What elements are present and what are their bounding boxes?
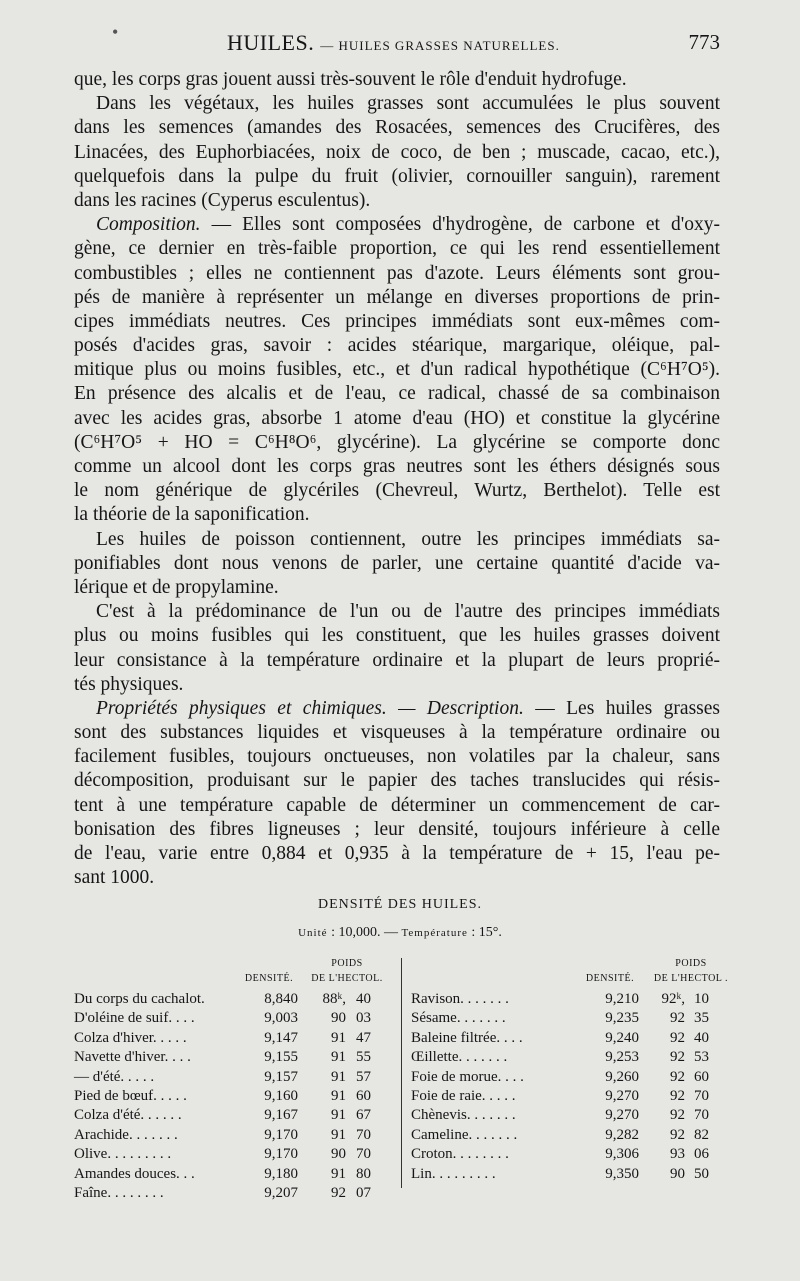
text-line xyxy=(74,358,720,382)
oil-name: Amandes douces. . . xyxy=(74,1165,195,1182)
text-line xyxy=(74,673,720,697)
line-text: gène, ce dernier en très-faible proportion, ce qui les rend essentiellement xyxy=(74,238,720,260)
col-weight-line1: POIDS xyxy=(331,958,363,969)
density-value: 9,306 xyxy=(605,1146,639,1163)
oil-name: — d'été. . . . . xyxy=(74,1068,155,1085)
density-value: 9,210 xyxy=(605,991,639,1007)
line-text: quelquefois dans la pulpe du fruit (olivier, cornouiller sanguin), rarement xyxy=(74,165,720,187)
weight-kg: 90 xyxy=(670,1165,685,1182)
text-line xyxy=(74,721,720,745)
page-number: 773 xyxy=(688,30,720,54)
line-text: de l'eau, varie entre 0,884 et 0,935 à la température de + 15, l'eau pe- xyxy=(74,843,720,864)
line-text: mitique plus ou moins fusibles, etc., et d'un radical hypothétique (C⁶H⁷O⁵). xyxy=(74,359,720,381)
table-header-right xyxy=(411,958,729,990)
table-row xyxy=(411,1087,726,1106)
density-table-right xyxy=(411,958,729,1184)
oil-name: Lin. . . . . . . . . xyxy=(411,1165,496,1182)
paragraph-lead: Composition. xyxy=(96,214,201,236)
table-row xyxy=(411,1145,726,1164)
text-line xyxy=(74,479,720,503)
text-line xyxy=(74,552,720,576)
line-text: Linacées, des Euphorbiacées, noix de coco, de ben ; muscade, cacao, etc.), xyxy=(74,141,720,163)
line-text: sant 1000. xyxy=(74,867,155,889)
weight-fraction: 03 xyxy=(356,1010,371,1027)
text-line xyxy=(74,624,720,648)
text-line xyxy=(74,842,720,866)
text-line xyxy=(74,310,720,334)
density-value: 9,253 xyxy=(605,1049,639,1066)
weight-fraction: 47 xyxy=(356,1029,371,1046)
text-line xyxy=(74,165,720,189)
weight-kg: 91 xyxy=(331,1068,346,1085)
text-line xyxy=(74,407,720,431)
density-value: 9,180 xyxy=(264,1165,298,1182)
weight-fraction: 55 xyxy=(356,1049,371,1066)
weight-kg: 88ᵏ, xyxy=(322,991,346,1007)
table-divider xyxy=(401,958,402,1188)
density-value: 9,155 xyxy=(264,1049,298,1066)
text-line xyxy=(74,262,720,286)
line-text: leur consistance à la température ordinaire et la plupart de leurs proprié- xyxy=(74,649,720,671)
text-line xyxy=(74,503,720,527)
text-line xyxy=(74,141,720,165)
line-text: bonisation des fibres ligneuses ; leur densité, toujours inférieure à celle xyxy=(74,818,720,840)
text-line xyxy=(74,649,720,673)
density-table-left xyxy=(74,958,398,1203)
ink-dot: • xyxy=(112,22,119,42)
line-text: cipes immédiats neutres. Ces principes immédiats sont eux-mêmes com- xyxy=(74,310,720,332)
text-line xyxy=(74,576,720,600)
line-text: ponifiables dont nous venons de parler, une certaine quantité d'acide va- xyxy=(74,552,720,574)
weight-kg: 92 xyxy=(670,1029,685,1046)
table-row xyxy=(411,1106,726,1125)
table-row xyxy=(74,1145,398,1164)
density-value: 8,840 xyxy=(264,991,298,1007)
density-value: 9,282 xyxy=(605,1126,639,1143)
body-text xyxy=(74,68,720,890)
line-text: que, les corps gras jouent aussi très-souvent le rôle d'enduit hydrofuge. xyxy=(74,69,627,90)
line-text: pés de manière à représenter un mélange en diverses proportions de prin- xyxy=(74,286,720,308)
text-line xyxy=(74,286,720,310)
line-text: — Les huiles grasses xyxy=(523,697,720,719)
unit-value: : 10,000. — xyxy=(331,925,398,940)
oil-name: Olive. . . . . . . . . xyxy=(74,1146,172,1163)
oil-name: D'oléine de suif. . . . xyxy=(74,1010,195,1027)
weight-kg: 91 xyxy=(331,1087,346,1104)
oil-name: Cameline. . . . . . . xyxy=(411,1126,518,1143)
density-value: 9,170 xyxy=(264,1126,298,1143)
weight-kg: 90 xyxy=(331,1010,346,1027)
weight-fraction: 10 xyxy=(694,991,709,1007)
line-text: En présence des alcalis et de l'eau, ce radical, chassé de sa combinaison xyxy=(74,383,720,405)
table-row xyxy=(411,1068,726,1087)
weight-kg: 92ᵏ, xyxy=(661,991,685,1007)
table-row xyxy=(74,1165,398,1184)
text-line xyxy=(74,697,720,721)
line-text: facilement fusibles, toujours onctueuses, non volatiles par la chaleur, sans xyxy=(74,746,720,768)
table-row xyxy=(411,1048,726,1067)
weight-fraction: 60 xyxy=(356,1087,371,1104)
weight-kg: 90 xyxy=(331,1146,346,1163)
line-text: combustibles ; elles ne contiennent pas d'azote. Leurs éléments sont grou- xyxy=(74,262,720,284)
text-line xyxy=(74,818,720,842)
weight-fraction: 70 xyxy=(356,1146,371,1163)
oil-name: Chènevis. . . . . . . xyxy=(411,1107,516,1124)
oil-name: Pied de bœuf. . . . . xyxy=(74,1087,187,1104)
density-value: 9,350 xyxy=(605,1165,639,1182)
weight-fraction: 06 xyxy=(694,1146,709,1163)
weight-fraction: 70 xyxy=(356,1126,371,1143)
text-line xyxy=(74,745,720,769)
text-line xyxy=(74,769,720,793)
oil-name: Ravison. . . . . . . xyxy=(411,991,509,1007)
table-title: DENSITÉ DES HUILES. xyxy=(317,897,483,912)
table-row xyxy=(74,1068,398,1087)
density-value: 9,147 xyxy=(264,1029,298,1046)
table-row xyxy=(74,1087,398,1106)
weight-fraction: 40 xyxy=(356,991,371,1007)
oil-name: Navette d'hiver. . . . xyxy=(74,1049,191,1066)
running-title xyxy=(227,30,560,56)
weight-kg: 92 xyxy=(670,1068,685,1085)
weight-kg: 92 xyxy=(670,1126,685,1143)
density-value: 9,003 xyxy=(264,1010,298,1027)
density-value: 9,240 xyxy=(605,1029,639,1046)
text-line xyxy=(74,528,720,552)
weight-kg: 92 xyxy=(670,1049,685,1066)
text-line xyxy=(74,334,720,358)
temperature-value: : 15°. xyxy=(471,925,502,940)
text-line xyxy=(74,68,720,92)
table-row xyxy=(74,990,398,1009)
table-subtitle xyxy=(0,925,800,941)
table-row xyxy=(74,1029,398,1048)
oil-name: Croton. . . . . . . . xyxy=(411,1146,509,1163)
text-line xyxy=(74,455,720,479)
line-text: C'est à la prédominance de l'un ou de l'autre des principes immédiats xyxy=(96,601,720,623)
line-text: Dans les végétaux, les huiles grasses sont accumulées le plus souvent xyxy=(96,93,720,115)
density-value: 9,270 xyxy=(605,1087,639,1104)
oil-name: Foie de raie. . . . . xyxy=(411,1087,516,1104)
oil-name: Faîne. . . . . . . . xyxy=(74,1184,164,1201)
table-row xyxy=(411,1029,726,1048)
line-text: décomposition, produisant sur le papier des taches translucides qui résis- xyxy=(74,770,720,792)
table-row xyxy=(411,1009,726,1028)
density-value: 9,235 xyxy=(605,1010,639,1027)
density-value: 9,167 xyxy=(264,1107,298,1124)
weight-fraction: 67 xyxy=(356,1107,371,1124)
weight-fraction: 80 xyxy=(356,1165,371,1182)
table-row xyxy=(74,1184,398,1203)
oil-name: Baleine filtrée. . . . xyxy=(411,1029,523,1046)
col-weight-line1-right: POIDS xyxy=(675,958,707,969)
table-row xyxy=(411,1126,726,1145)
table-row xyxy=(74,1106,398,1125)
weight-fraction: 70 xyxy=(694,1107,709,1124)
weight-kg: 92 xyxy=(670,1010,685,1027)
running-header xyxy=(74,30,720,60)
line-text: comme un alcool dont les corps gras neutres sont les éthers désignés sous xyxy=(74,456,720,477)
text-line xyxy=(74,431,720,455)
weight-fraction: 57 xyxy=(356,1068,371,1085)
weight-kg: 91 xyxy=(331,1126,346,1143)
weight-fraction: 40 xyxy=(694,1029,709,1046)
line-text: lérique et de propylamine. xyxy=(74,576,279,598)
weight-fraction: 82 xyxy=(694,1126,709,1143)
weight-fraction: 50 xyxy=(694,1165,709,1182)
col-density-header: DENSITÉ. xyxy=(244,973,294,984)
line-text: tent à une température capable de déterminer un commencement de car- xyxy=(74,794,720,816)
col-density-header-right: DENSITÉ. xyxy=(585,973,635,984)
oil-name: Sésame. . . . . . . xyxy=(411,1010,506,1027)
oil-name: Du corps du cachalot. xyxy=(74,991,205,1007)
line-text: dans les racines (Cyperus esculentus). xyxy=(74,189,371,211)
density-value: 9,260 xyxy=(605,1068,639,1085)
weight-kg: 91 xyxy=(331,1165,346,1182)
text-line xyxy=(74,382,720,406)
density-value: 9,160 xyxy=(264,1087,298,1104)
line-text: — Elles sont composées d'hydrogène, de carbone et d'oxy- xyxy=(200,214,720,236)
col-weight-line2: DE L'HECTOL. xyxy=(311,973,383,984)
weight-kg: 93 xyxy=(670,1146,685,1163)
oil-name: Arachide. . . . . . . xyxy=(74,1126,178,1143)
weight-fraction: 35 xyxy=(694,1010,709,1027)
line-text: plus ou moins fusibles qui les constituent, que les huiles grasses doivent xyxy=(74,625,720,647)
table-row xyxy=(74,1048,398,1067)
line-text: Les huiles de poisson contiennent, outre les principes immédiats sa- xyxy=(96,528,720,550)
line-text: dans les semences (amandes des Rosacées, semences des Crucifères, des xyxy=(74,117,720,139)
weight-kg: 91 xyxy=(331,1029,346,1046)
text-line xyxy=(74,794,720,818)
line-text: tés physiques. xyxy=(74,673,184,695)
table-header-left xyxy=(74,958,398,990)
text-line xyxy=(74,866,720,890)
density-value: 9,207 xyxy=(264,1184,298,1201)
text-line xyxy=(74,237,720,261)
line-text: avec les acides gras, absorbe 1 atome d'eau (HO) et constitue la glycérine xyxy=(74,407,720,429)
density-value: 9,157 xyxy=(264,1068,298,1085)
text-line xyxy=(74,213,720,237)
text-line xyxy=(74,189,720,213)
density-value: 9,170 xyxy=(264,1146,298,1163)
table-row xyxy=(411,990,726,1009)
text-line xyxy=(74,92,720,116)
density-value: 9,270 xyxy=(605,1107,639,1124)
oil-name: Colza d'été. . . . . . xyxy=(74,1107,182,1124)
table-row xyxy=(411,1165,726,1184)
oil-name: Colza d'hiver. . . . . xyxy=(74,1029,187,1046)
weight-kg: 91 xyxy=(331,1049,346,1066)
unit-label: Unité xyxy=(298,927,328,939)
line-text: le nom générique de glycériles (Chevreul, Wurtz, Berthelot). Telle est xyxy=(74,480,720,502)
weight-kg: 92 xyxy=(331,1184,346,1201)
text-line xyxy=(74,600,720,624)
text-line xyxy=(74,116,720,140)
weight-fraction: 60 xyxy=(694,1068,709,1085)
oil-name: Œillette. . . . . . . xyxy=(411,1049,508,1066)
running-title-sub: — HUILES GRASSES NATURELLES. xyxy=(320,38,560,53)
col-weight-line2-right: DE L'HECTOL . xyxy=(653,973,729,984)
paragraph-lead: Propriétés physiques et chimiques. — Description. xyxy=(96,697,524,719)
table-row xyxy=(74,1126,398,1145)
weight-kg: 92 xyxy=(670,1107,685,1124)
weight-kg: 91 xyxy=(331,1107,346,1124)
line-text: la théorie de la saponification. xyxy=(74,504,310,526)
weight-fraction: 70 xyxy=(694,1087,709,1104)
running-title-main: HUILES. xyxy=(227,30,315,55)
line-text: (C⁶H⁷O⁵ + HO = C⁶H⁸O⁶, glycérine). La glycérine se comporte donc xyxy=(74,431,720,453)
weight-kg: 92 xyxy=(670,1087,685,1104)
temperature-label: Température xyxy=(401,927,468,939)
weight-fraction: 53 xyxy=(694,1049,709,1066)
line-text: sont des substances liquides et visqueuses à la température ordinaire ou xyxy=(74,722,720,744)
table-row xyxy=(74,1009,398,1028)
oil-name: Foie de morue. . . . xyxy=(411,1068,524,1085)
weight-fraction: 07 xyxy=(356,1184,371,1201)
line-text: posés d'acides gras, savoir : acides stéarique, margarique, oléique, pal- xyxy=(74,335,720,357)
